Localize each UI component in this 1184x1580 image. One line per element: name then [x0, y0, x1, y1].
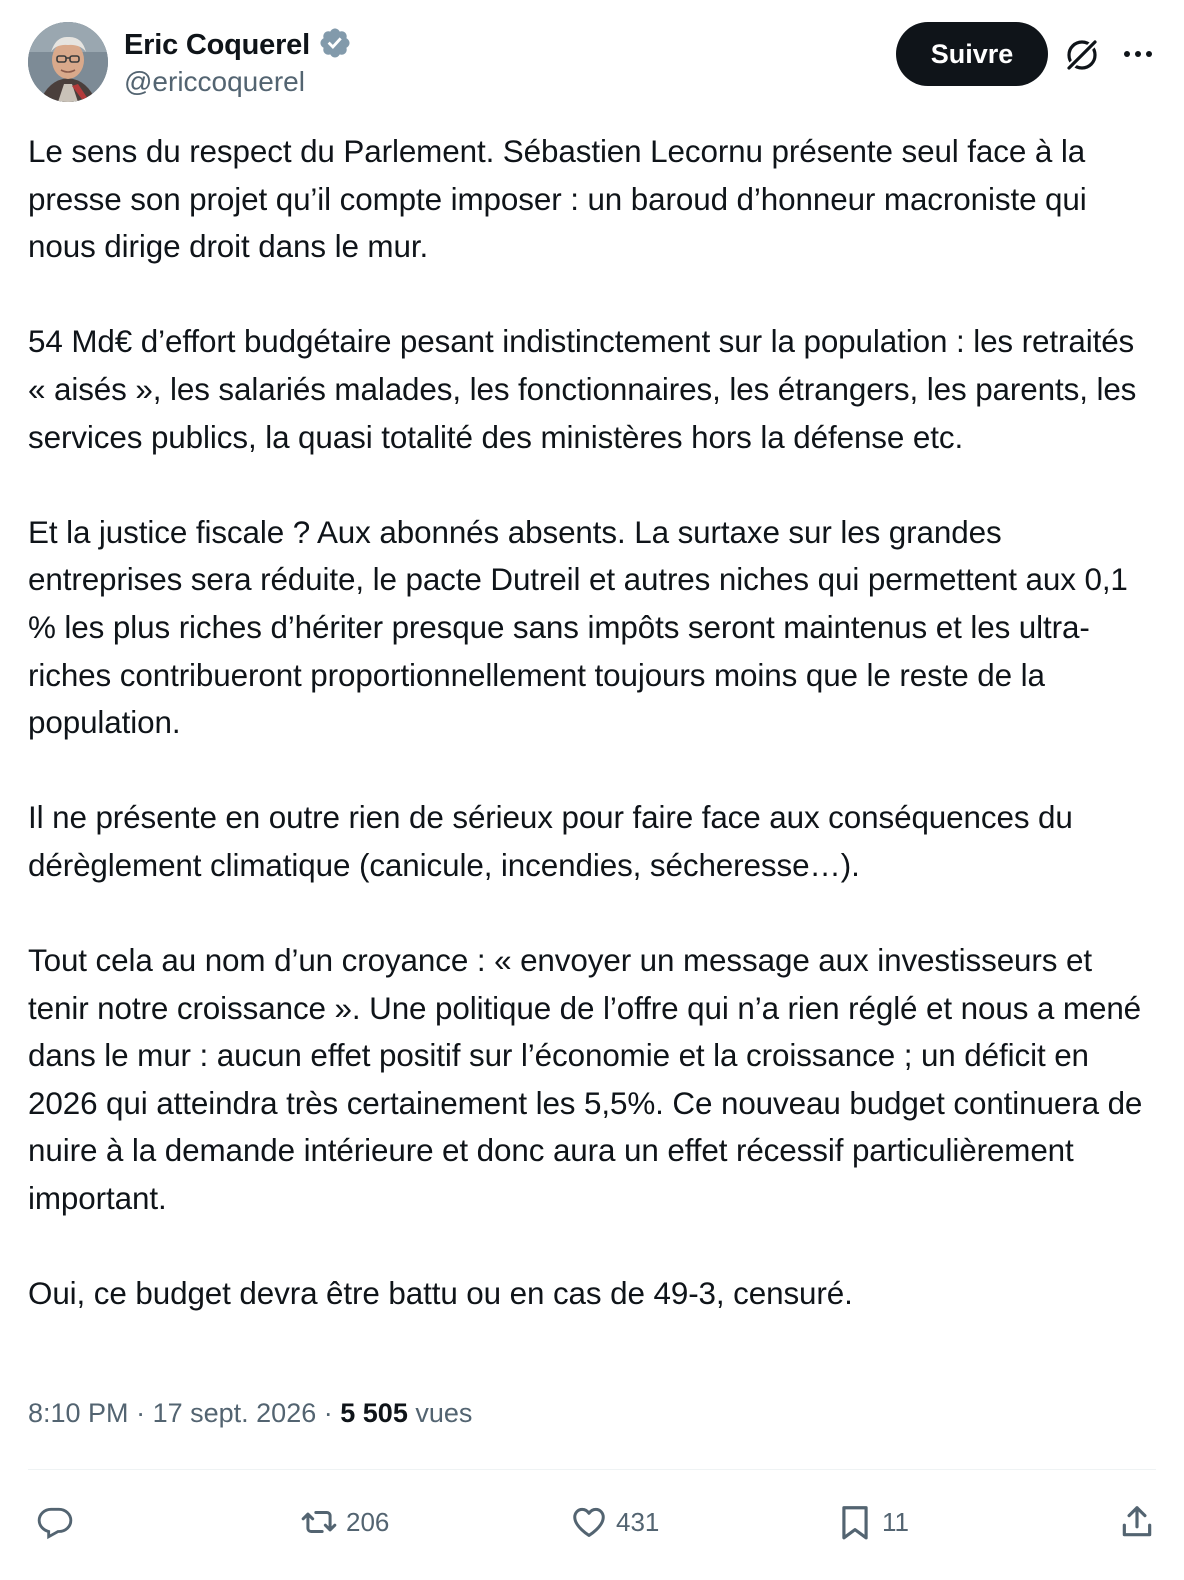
heart-icon [570, 1503, 608, 1541]
tweet-paragraph: Et la justice fiscale ? Aux abonnés absents. La surtaxe sur les grandes entreprises sera réduite, le pacte Dutreil et autres niches qui permettent aux 0,1 % les plus riches d’hériter presque sans impôts seront maintenus et les ultra-riches contribueront proportionnellement toujours moins que le reste de la population. [28, 514, 1128, 741]
author-names [124, 26, 352, 98]
tweet-paragraph: Oui, ce budget devra être battu ou en cas de 49-3, censuré. [28, 1276, 853, 1312]
display-name[interactable]: Eric Coquerel [124, 28, 310, 61]
bookmark-count: 11 [882, 1506, 909, 1537]
tweet-header [28, 22, 1156, 102]
follow-button[interactable]: Suivre [896, 22, 1048, 86]
bookmark-button[interactable] [836, 1494, 909, 1550]
name-row [124, 26, 352, 64]
repost-button[interactable] [300, 1494, 389, 1550]
bookmark-icon [836, 1503, 874, 1541]
tweet-meta [28, 1398, 472, 1429]
repost-icon [300, 1503, 338, 1541]
tweet-text [28, 128, 1158, 1365]
meta-separator: · [136, 1398, 146, 1428]
divider [28, 1469, 1156, 1470]
views-count: 5 505 [340, 1398, 408, 1428]
verified-badge-icon[interactable] [318, 26, 352, 65]
more-options-icon[interactable] [1120, 36, 1156, 72]
like-count: 431 [616, 1506, 660, 1537]
reply-button[interactable] [36, 1494, 82, 1550]
views-label: vues [415, 1398, 473, 1428]
meta-separator: · [323, 1398, 333, 1428]
tweet-paragraph: Tout cela au nom d’un croyance : « envoyer un message aux investisseurs et tenir notre croissance ». Une politique de l’offre qui n’a rien réglé et nous a mené dans le mur : aucun effet positif sur l’économie et la croissance ; un déficit en 2026 qui atteindra très certainement les 5,5%. Ce nouveau budget continuera de nuire à la demande intérieure et donc aura un effet récessif particulièrement important. [28, 943, 1143, 1217]
grok-icon[interactable] [1062, 35, 1102, 75]
like-button[interactable] [570, 1494, 659, 1550]
tweet-date[interactable]: 17 sept. 2026 [152, 1398, 317, 1428]
tweet-paragraph: Il ne présente en outre rien de sérieux pour faire face aux conséquences du dérèglement climatique (canicule, incendies, sécheresse…). [28, 800, 1073, 883]
tweet-paragraph: Le sens du respect du Parlement. Sébastien Lecornu présente seul face à la presse son projet qu’il compte imposer : un baroud d’honneur macroniste qui nous dirige droit dans le mur. [28, 134, 1087, 265]
action-bar [28, 1494, 1156, 1550]
reply-icon [36, 1503, 74, 1541]
avatar[interactable] [28, 22, 108, 102]
tweet-time[interactable]: 8:10 PM [28, 1398, 129, 1428]
share-icon [1118, 1503, 1156, 1541]
handle[interactable]: @ericcoquerel [124, 66, 305, 97]
share-button[interactable] [1118, 1494, 1156, 1550]
repost-count: 206 [346, 1506, 390, 1537]
tweet-paragraph: 54 Md€ d’effort budgétaire pesant indistinctement sur la population : les retraités « aisés », les salariés malades, les fonctionnaires, les étrangers, les parents, les services publics, la quasi totalité des ministères hors la défense etc. [28, 324, 1137, 455]
